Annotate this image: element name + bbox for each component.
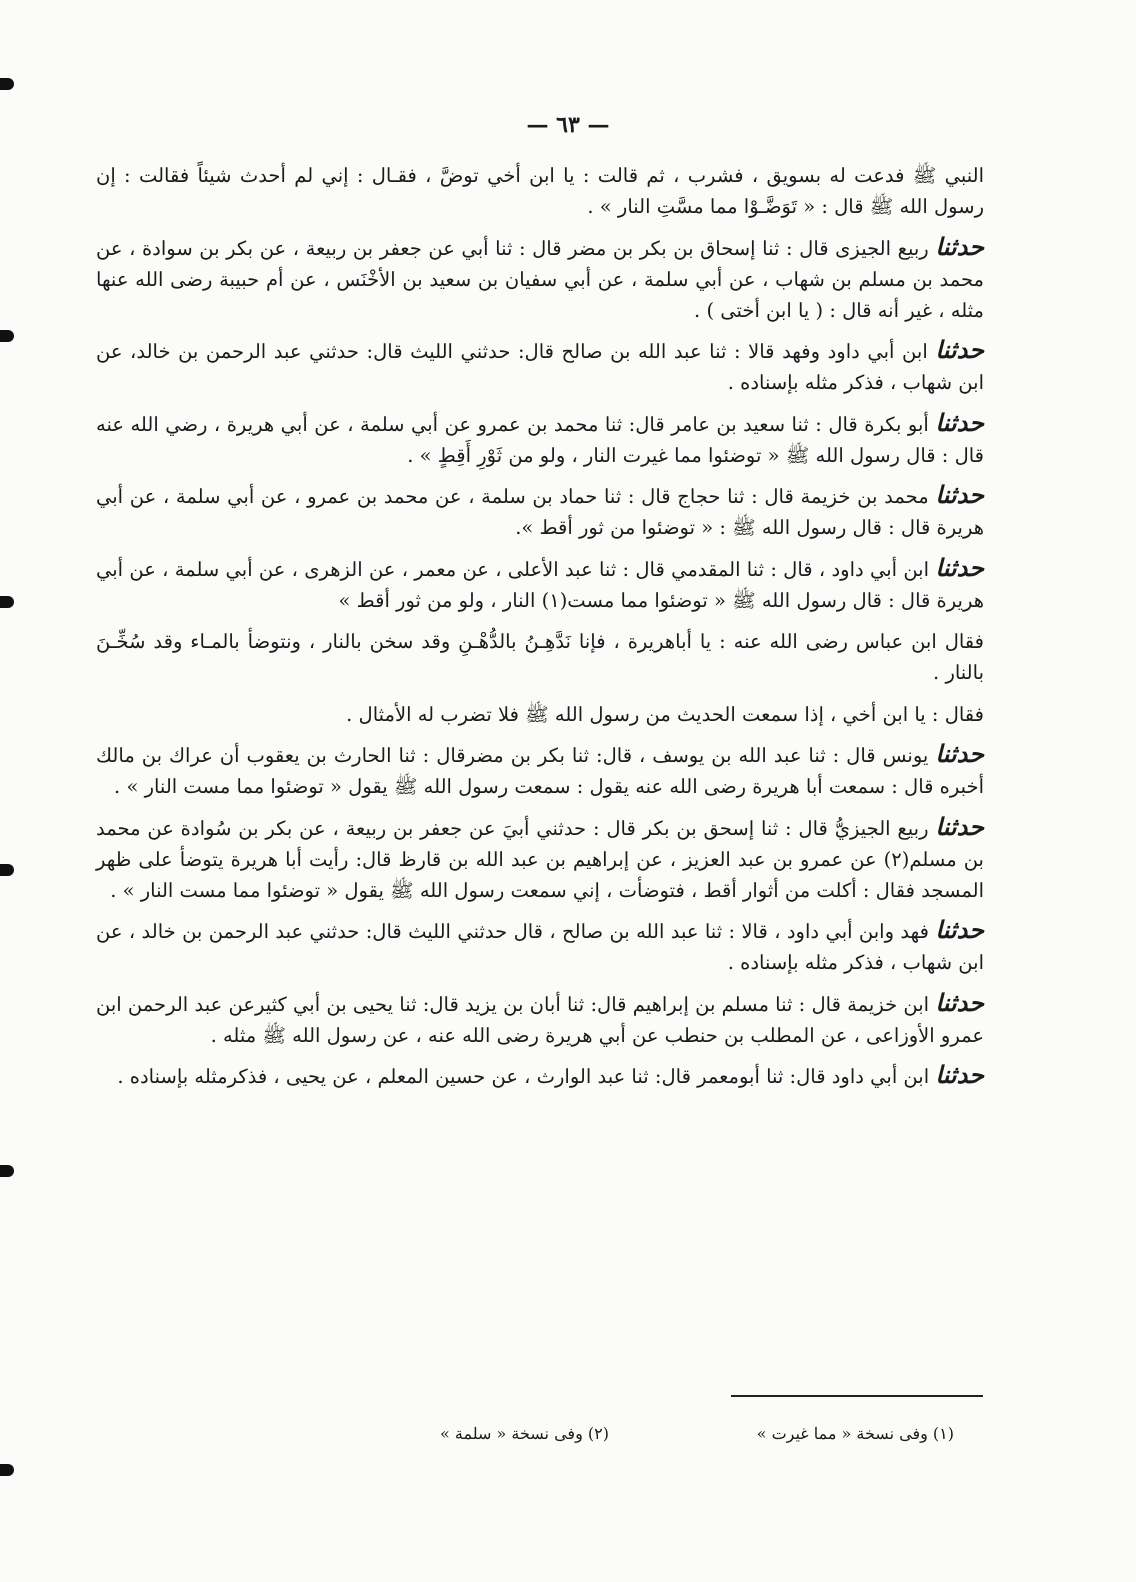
scan-edge-mark	[0, 596, 14, 608]
paragraph-text: ابن خزيمة قال : ثنا مسلم بن إبراهيم قال: ثنا أبان بن يزيد قال: ثنا يحيى بن أبي كثيرعن عبد الرحمن ابن عمرو الأوزاعى ، عن المطلب بن حنطب عن أبي هريرة رضى الله عنه ، عن رسول الله ﷺ مثله .	[96, 992, 984, 1047]
hadith-paragraph	[96, 231, 984, 326]
footnote-2: (٢) وفى نسخة « سلمة »	[440, 1424, 609, 1443]
paragraph-opener: حدثنا	[935, 552, 984, 582]
paragraph-opener: حدثنا	[935, 915, 984, 944]
paragraph-text: ابن أبي داود قال: ثنا أبومعمر قال: ثنا عبد الوارث ، عن حسين المعلم ، عن يحيى ، فذكرمثله بإسناده .	[117, 1065, 930, 1088]
paragraph-text: ربيع الجيزى قال : ثنا إسحاق بن بكر بن مضر قال : ثنا أبي عن جعفر بن ربيعة ، عن بكر بن سوادة ، عن محمد بن مسلم بن شهاب ، عن أبي سلمة ، عن أبي سفيان بن سعيد بن الأخْنَس ، عن أم حبيبة رضى الله عنها مثله ، غير أنه قال : ( يا ابن أختى ) .	[96, 236, 985, 322]
scan-edge-mark	[0, 78, 14, 90]
paragraph-text: ابن أبي داود ، قال : ثنا المقدمي قال : ثنا عبد الأعلى ، عن معمر ، عن الزهرى ، عن أبي سلمة ، عن أبي هريرة قال : قال رسول الله ﷺ « توضئوا مما مست(١) النار ، ولو من ثور أقط »	[96, 557, 984, 612]
paragraph-text: محمد بن خزيمة قال : ثنا حجاج قال : ثنا حماد بن سلمة ، عن محمد بن عمرو ، عن أبي سلمة ، عن أبي هريرة قال : قال رسول الله ﷺ : « توضئوا من ثور أقط ».	[96, 485, 984, 539]
paragraph-text: فقال : يا ابن أخي ، إذا سمعت الحديث من رسول الله ﷺ فلا تضرب له الأمثال .	[346, 702, 984, 726]
footnote-1: (١) وفى نسخة « مما غيرت »	[756, 1424, 954, 1443]
hadith-paragraph	[96, 697, 984, 730]
hadith-paragraph	[96, 479, 984, 543]
scan-edge-mark	[0, 1464, 14, 1476]
hadith-paragraph	[96, 624, 984, 688]
hadith-paragraph	[96, 158, 984, 222]
hadith-paragraph	[96, 987, 984, 1051]
paragraph-text: ابن أبي داود وفهد قالا : ثنا عبد الله بن صالح قال: حدثني الليث قال: حدثني عبد الرحمن بن خالد، عن ابن شهاب ، فذكر مثله بإسناده .	[96, 340, 984, 394]
paragraph-opener: حدثنا	[935, 335, 984, 364]
paragraph-text: يونس قال : ثنا عبد الله بن يوسف ، قال: ثنا بكر بن مضرقال : ثنا الحارث بن يعقوب أن عراك بن مالك أخبره قال : سمعت أبا هريرة رضى الله عنه يقول : سمعت رسول الله ﷺ يقول « توضئوا مما مست النار » .	[96, 744, 984, 798]
hadith-paragraph	[96, 914, 984, 978]
scan-edge-mark	[0, 1165, 14, 1177]
paragraph-opener: حدثنا	[935, 987, 984, 1017]
paragraph-text: فقال ابن عباس رضى الله عنه : يا أباهريرة ، فإنا نَدَّهِـنُ بالدُّهْـنِ وقد سخن بالنار ، ونتوضأ بالمـاء وقد سُخِّـنَ بالنار .	[96, 630, 984, 684]
paragraph-text: فهد وابن أبي داود ، قالا : ثنا عبد الله بن صالح ، قال حدثني الليث قال: حدثني عبد الرحمن بن خالد ، عن ابن شهاب ، فذكر مثله بإسناده .	[96, 920, 984, 974]
page-number: — ٦٣ —	[526, 112, 610, 138]
paragraph-opener: حدثنا	[935, 407, 984, 437]
hadith-paragraph	[96, 738, 984, 802]
hadith-paragraph	[96, 1059, 984, 1092]
paragraph-opener: حدثنا	[935, 480, 984, 509]
paragraph-text: ربيع الجيزيُّ قال : ثنا إسحق بن بكر قال : حدثني أبيَ عن جعفر بن ربيعة ، عن بكر بن سُوادة عن محمد بن مسلم(٢) عن عمرو بن عبد العزيز ، عن إبراهيم بن عبد الله بن قارظ قال: رأيت أبا هريرة يتوضأ على ظهر المسجد فقال : أكلت من أثوار أقط ، فتوضأت ، إني سمعت رسول الله ﷺ يقول « توضئوا مما مست النار » .	[96, 816, 984, 902]
paragraph-opener: حدثنا	[935, 739, 985, 768]
paragraph-text: أبو بكرة قال : ثنا سعيد بن عامر قال: ثنا محمد بن عمرو عن أبي سلمة ، عن أبي هريرة ، رضي الله عنه قال : قال رسول الله ﷺ « توضئوا مما غيرت النار ، ولو من ثَوْرِ أَقِطٍ » .	[96, 412, 984, 467]
scan-edge-mark	[0, 330, 14, 342]
paragraph-text: النبي ﷺ فدعت له بسويق ، فشرب ، ثم قالت : يا ابن أخي توضَّ ، فقـال : إني لم أحدث شيئاً فقالت : إن رسول الله ﷺ قال : « تَوَضَّـوْا مما مسَّتِ النار » .	[96, 164, 984, 218]
footnote-divider	[731, 1395, 983, 1397]
hadith-paragraph	[96, 552, 984, 616]
paragraph-opener: حدثنا	[935, 811, 985, 841]
main-text	[96, 158, 984, 1101]
hadith-paragraph	[96, 407, 984, 471]
hadith-paragraph	[96, 811, 984, 906]
paragraph-opener: حدثنا	[935, 231, 984, 261]
hadith-paragraph	[96, 334, 984, 398]
footnotes	[440, 1424, 954, 1443]
paragraph-opener: حدثنا	[935, 1060, 984, 1089]
scan-edge-mark	[0, 864, 14, 876]
